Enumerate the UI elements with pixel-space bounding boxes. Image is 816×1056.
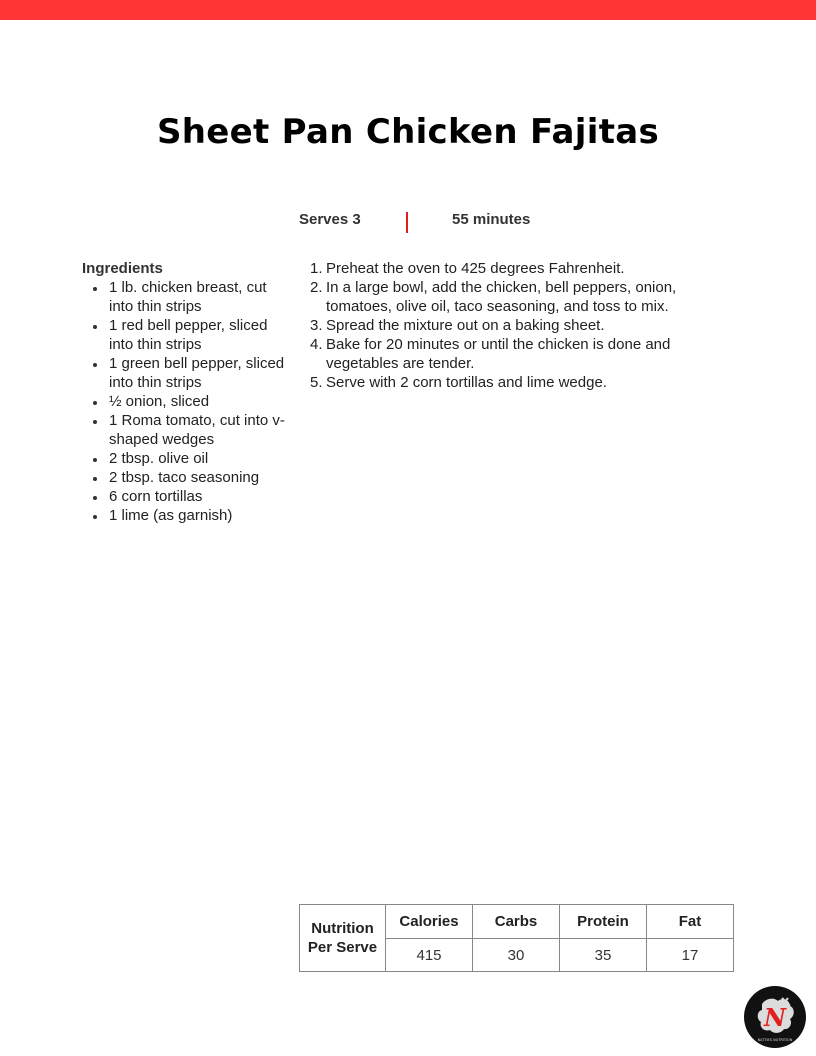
logo-letter: N [764,1003,786,1032]
nutrition-table [299,904,734,972]
ingredients-section [82,259,292,525]
nutrition-row-header [300,905,386,972]
ingredients-heading: Ingredients [82,260,163,277]
ingredient-item: 2 tbsp. taco seasoning [109,468,292,487]
step-text: Preheat the oven to 425 degrees Fahrenheit. [326,260,625,277]
logo-caption: NATTIES NUTRITION [757,1038,793,1042]
page-title: Sheet Pan Chicken Fajitas [156,112,660,152]
nutrition-value-carbs: 30 [473,939,560,972]
step-number: 5. [310,374,323,391]
step-number: 3. [310,317,323,334]
ingredients-list [82,278,292,525]
brand-logo [744,986,806,1048]
nutrition-row-header-line2: Per Serve [307,939,378,956]
direction-step [310,373,710,392]
nutrition-value-calories: 415 [386,939,473,972]
nutrition-header-row [300,905,734,939]
ingredient-item: 2 tbsp. olive oil [109,449,292,468]
step-number: 1. [310,260,323,277]
serves-label: Serves 3 [299,211,361,228]
nutrition-col-fat: Fat [647,905,734,939]
direction-step [310,259,710,278]
ingredient-item: ½ onion, sliced [109,392,292,411]
step-text: Bake for 20 minutes or until the chicken is done and vegetables are tender. [326,336,671,372]
nutrition-col-calories: Calories [386,905,473,939]
step-text: Spread the mixture out on a baking sheet. [326,317,605,334]
nutrition-col-protein: Protein [560,905,647,939]
direction-step [310,335,710,373]
nutrition-col-carbs: Carbs [473,905,560,939]
nutrition-row-header-line1: Nutrition [311,920,374,937]
step-text: Serve with 2 corn tortillas and lime wedge. [326,374,607,391]
step-number: 4. [310,336,323,353]
ingredient-item: 1 lime (as garnish) [109,506,292,525]
step-number: 2. [310,279,323,296]
directions-list [310,259,710,392]
ingredient-item: 1 Roma tomato, cut into v-shaped wedges [109,411,292,449]
ingredient-item: 1 green bell pepper, sliced into thin strips [109,354,292,392]
ingredient-item: 6 corn tortillas [109,487,292,506]
nutrition-value-fat: 17 [647,939,734,972]
top-accent-bar [0,0,816,20]
ingredient-item: 1 lb. chicken breast, cut into thin strips [109,278,292,316]
meta-divider [406,212,408,233]
direction-step [310,316,710,335]
time-label: 55 minutes [452,211,531,228]
nutrition-value-protein: 35 [560,939,647,972]
direction-step [310,278,710,316]
ingredient-item: 1 red bell pepper, sliced into thin strips [109,316,292,354]
step-text: In a large bowl, add the chicken, bell peppers, onion, tomatoes, olive oil, taco seasoning, and toss to mix. [326,279,677,315]
